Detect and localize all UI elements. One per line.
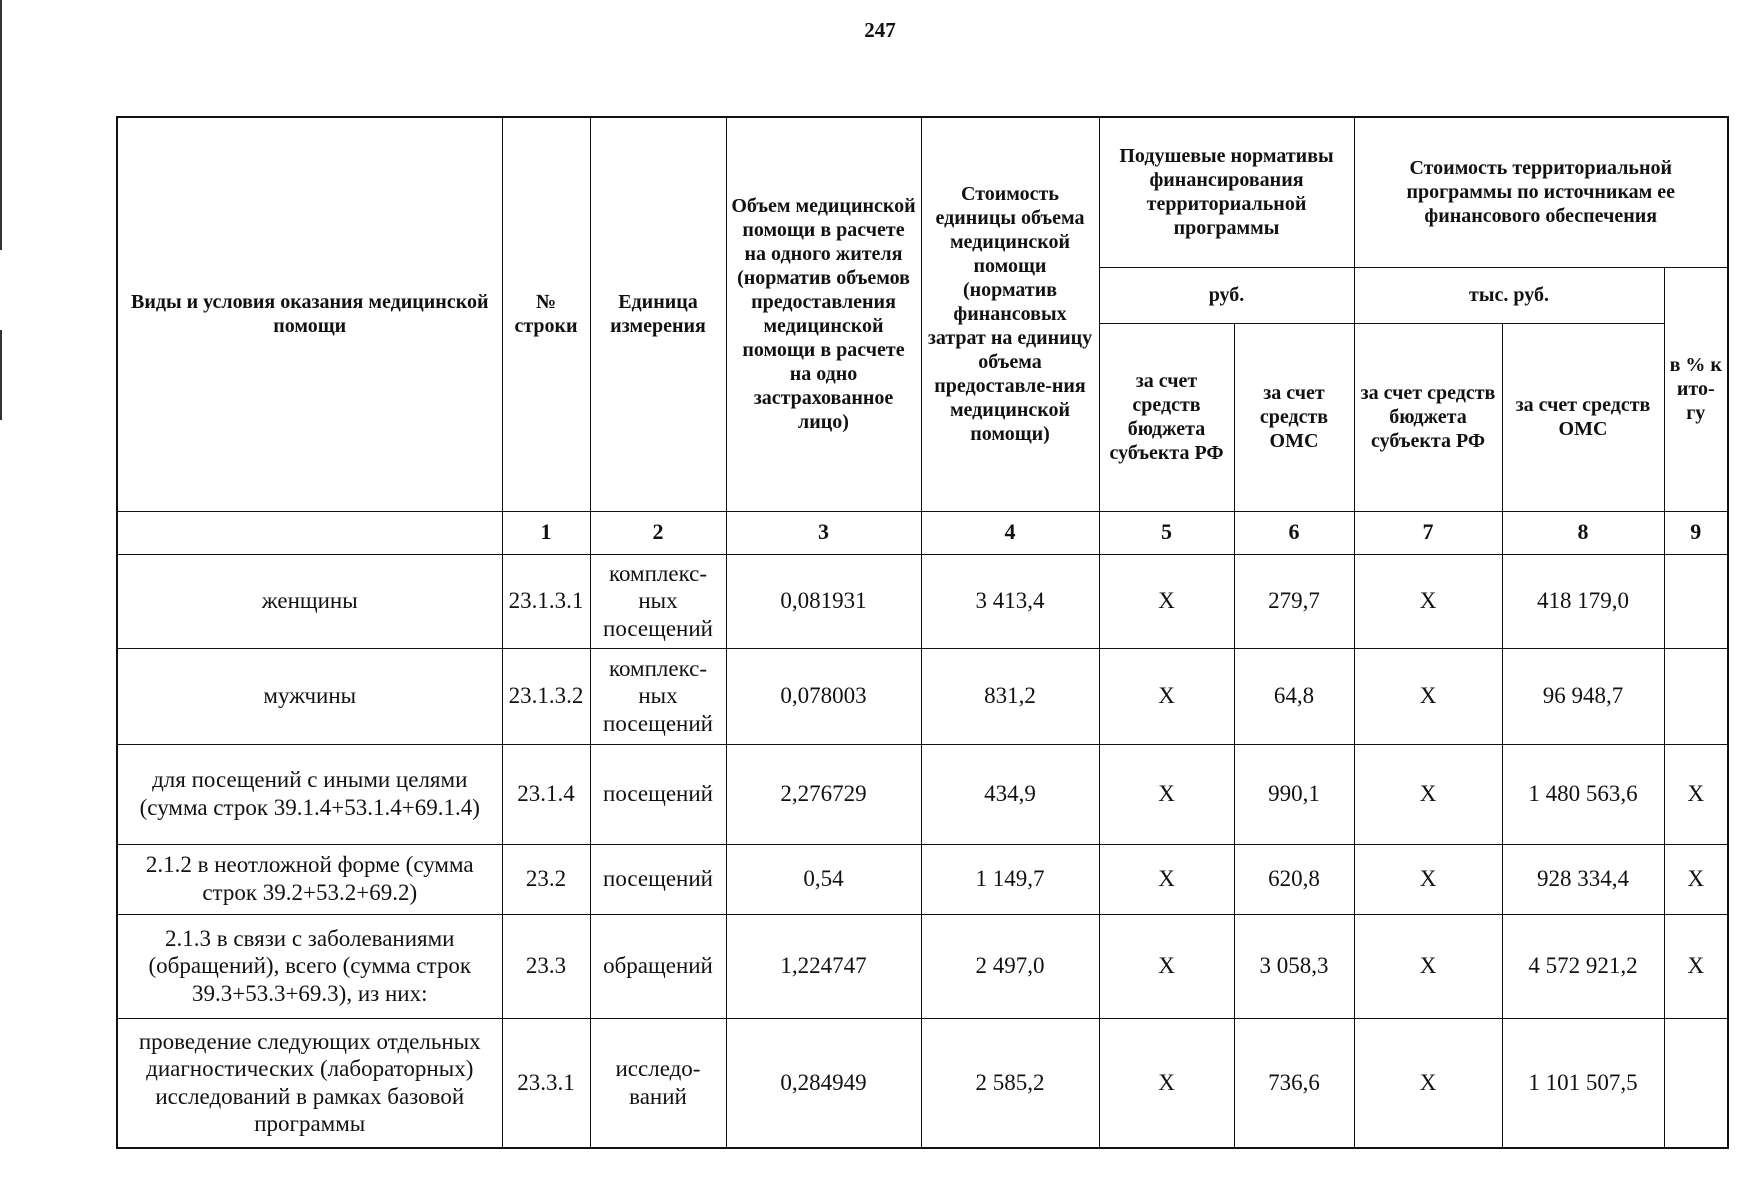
cell-percent: X: [1664, 844, 1728, 914]
page-number: 247: [864, 18, 896, 42]
cell-percent: [1664, 648, 1728, 744]
cell-budget-thous: X: [1354, 744, 1502, 844]
table-row: [117, 554, 1728, 648]
cell-unit-cost: 2 585,2: [921, 1018, 1099, 1148]
column-number-row: [117, 511, 1728, 554]
financing-table: [116, 116, 1729, 1149]
cell-unit-cost: 831,2: [921, 648, 1099, 744]
table-row: [117, 648, 1728, 744]
header-budget-rub: за счет средств бюджета субъекта РФ: [1099, 323, 1234, 511]
cell-budget-rub: X: [1099, 648, 1234, 744]
header-budget-thous: за счет средств бюджета субъекта РФ: [1354, 323, 1502, 511]
cell-unit-cost: 1 149,7: [921, 844, 1099, 914]
cell-unit: комплекс-ных посещений: [590, 554, 726, 648]
cell-unit-cost: 3 413,4: [921, 554, 1099, 648]
column-number: 8: [1502, 511, 1664, 554]
table-row: [117, 1018, 1728, 1148]
cell-budget-thous: X: [1354, 914, 1502, 1018]
cell-percent: [1664, 1018, 1728, 1148]
cell-kind: проведение следующих отдельных диагностических (лабораторных) исследований в рамках базовой программы: [117, 1018, 502, 1148]
cell-oms-thous: 418 179,0: [1502, 554, 1664, 648]
cell-volume: 0,284949: [726, 1018, 921, 1148]
cell-oms-rub: 64,8: [1234, 648, 1354, 744]
cell-row-number: 23.2: [502, 844, 590, 914]
cell-oms-thous: 1 101 507,5: [1502, 1018, 1664, 1148]
cell-kind: 2.1.2 в неотложной форме (сумма строк 39.2+53.2+69.2): [117, 844, 502, 914]
cell-budget-thous: X: [1354, 1018, 1502, 1148]
cell-budget-rub: X: [1099, 1018, 1234, 1148]
cell-budget-rub: X: [1099, 744, 1234, 844]
cell-budget-rub: X: [1099, 554, 1234, 648]
header-program-cost: Стоимость территориальной программы по источникам ее финансового обеспечения: [1354, 117, 1728, 267]
cell-unit: комплекс-ных посещений: [590, 648, 726, 744]
column-number: 1: [502, 511, 590, 554]
header-unit: Единица измерения: [590, 117, 726, 511]
header-oms-rub: за счет средств ОМС: [1234, 323, 1354, 511]
header-percent: в % к ито-гу: [1664, 267, 1728, 511]
cell-budget-thous: X: [1354, 554, 1502, 648]
cell-budget-thous: X: [1354, 844, 1502, 914]
cell-row-number: 23.1.4: [502, 744, 590, 844]
cell-row-number: 23.1.3.2: [502, 648, 590, 744]
cell-row-number: 23.1.3.1: [502, 554, 590, 648]
table-row: [117, 844, 1728, 914]
cell-kind: мужчины: [117, 648, 502, 744]
cell-oms-rub: 620,8: [1234, 844, 1354, 914]
cell-volume: 0,54: [726, 844, 921, 914]
cell-budget-rub: X: [1099, 914, 1234, 1018]
cell-oms-rub: 990,1: [1234, 744, 1354, 844]
cell-oms-thous: 928 334,4: [1502, 844, 1664, 914]
column-number: 6: [1234, 511, 1354, 554]
header-per-capita: Подушевые нормативы финансирования территориальной программы: [1099, 117, 1354, 267]
cell-unit: посещений: [590, 744, 726, 844]
cell-volume: 0,078003: [726, 648, 921, 744]
cell-volume: 2,276729: [726, 744, 921, 844]
header-unit-cost: Стоимость единицы объема медицинской помощи (норматив финансовых затрат на единицу объема предоставле-ния медицинской помощи): [921, 117, 1099, 511]
cell-budget-rub: X: [1099, 844, 1234, 914]
cell-unit: обращений: [590, 914, 726, 1018]
cell-unit-cost: 434,9: [921, 744, 1099, 844]
header-row-number: № строки: [502, 117, 590, 511]
scan-edge-mark: [0, 0, 2, 250]
cell-row-number: 23.3.1: [502, 1018, 590, 1148]
cell-row-number: 23.3: [502, 914, 590, 1018]
cell-volume: 1,224747: [726, 914, 921, 1018]
cell-kind: для посещений с иными целями (сумма строк 39.1.4+53.1.4+69.1.4): [117, 744, 502, 844]
cell-unit: посещений: [590, 844, 726, 914]
cell-volume: 0,081931: [726, 554, 921, 648]
cell-oms-rub: 3 058,3: [1234, 914, 1354, 1018]
scan-edge-mark: [0, 330, 2, 420]
column-number: 5: [1099, 511, 1234, 554]
column-number: 7: [1354, 511, 1502, 554]
cell-unit-cost: 2 497,0: [921, 914, 1099, 1018]
cell-percent: X: [1664, 744, 1728, 844]
cell-oms-thous: 1 480 563,6: [1502, 744, 1664, 844]
cell-oms-thous: 96 948,7: [1502, 648, 1664, 744]
cell-kind: женщины: [117, 554, 502, 648]
cell-percent: X: [1664, 914, 1728, 1018]
header-oms-thous: за счет средств ОМС: [1502, 323, 1664, 511]
header-volume: Объем медицинской помощи в расчете на одного жителя (норматив объемов предоставления медицинской помощи в расчете на одно застрахованное лицо): [726, 117, 921, 511]
column-number: 4: [921, 511, 1099, 554]
header-kind: Виды и условия оказания медицинской помощи: [117, 117, 502, 511]
column-number: [117, 511, 502, 554]
cell-unit: исследо-ваний: [590, 1018, 726, 1148]
table-row: [117, 914, 1728, 1018]
table-row: [117, 744, 1728, 844]
column-number: 9: [1664, 511, 1728, 554]
cell-oms-thous: 4 572 921,2: [1502, 914, 1664, 1018]
cell-kind: 2.1.3 в связи с заболеваниями (обращений), всего (сумма строк 39.3+53.3+69.3), из них:: [117, 914, 502, 1018]
column-number: 2: [590, 511, 726, 554]
header-thous-rub: тыс. руб.: [1354, 267, 1664, 323]
cell-budget-thous: X: [1354, 648, 1502, 744]
cell-oms-rub: 279,7: [1234, 554, 1354, 648]
cell-percent: [1664, 554, 1728, 648]
column-number: 3: [726, 511, 921, 554]
cell-oms-rub: 736,6: [1234, 1018, 1354, 1148]
header-rub: руб.: [1099, 267, 1354, 323]
